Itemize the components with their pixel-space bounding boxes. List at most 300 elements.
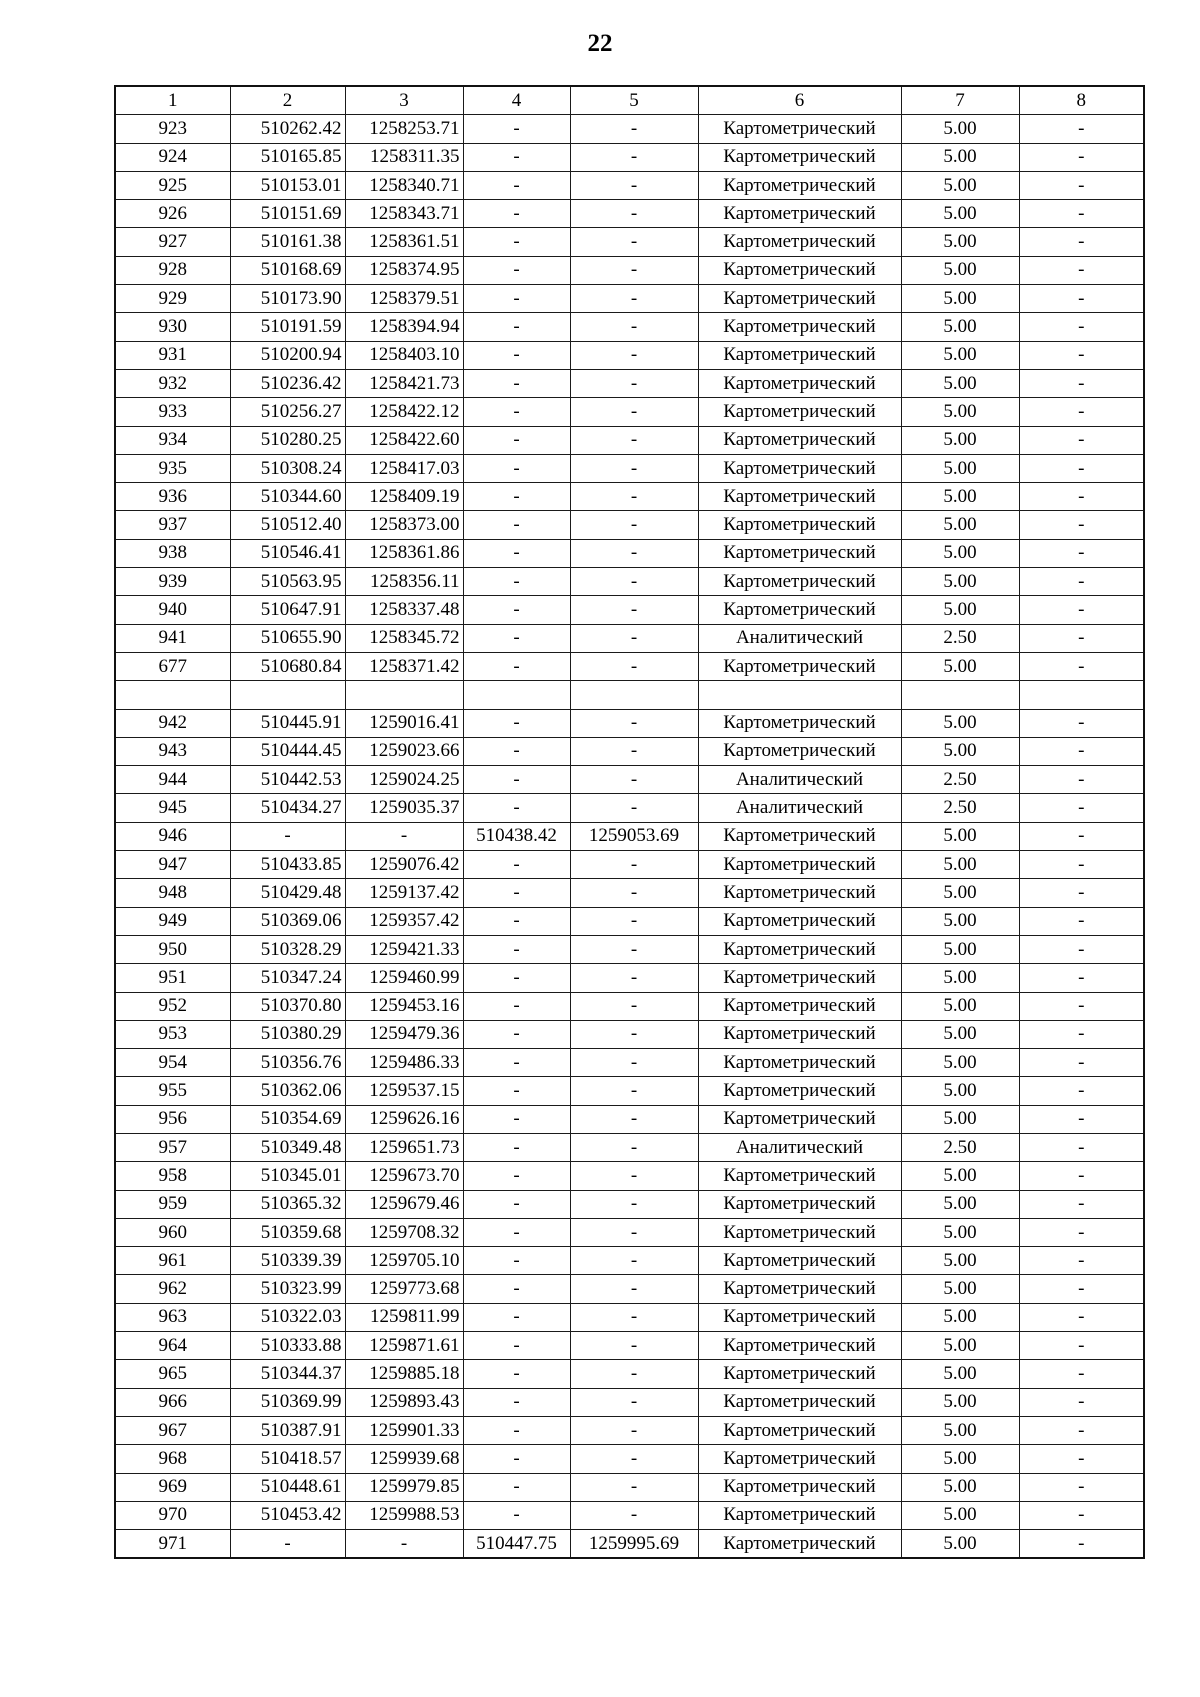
table-cell: 923 bbox=[115, 115, 230, 143]
table-cell: - bbox=[570, 568, 698, 596]
page-number: 22 bbox=[587, 30, 613, 57]
table-cell: - bbox=[570, 1332, 698, 1360]
table-row bbox=[115, 1105, 1144, 1133]
table-cell: - bbox=[463, 1162, 570, 1190]
table-row bbox=[115, 1530, 1144, 1559]
table-cell: 5.00 bbox=[901, 907, 1019, 935]
table-cell: - bbox=[463, 1332, 570, 1360]
table-cell: Картометрический bbox=[698, 709, 901, 737]
table-cell: 2.50 bbox=[901, 1133, 1019, 1161]
table-cell: - bbox=[1019, 228, 1144, 256]
table-row bbox=[115, 652, 1144, 680]
table-cell: 5.00 bbox=[901, 171, 1019, 199]
table-cell: - bbox=[570, 1388, 698, 1416]
table-cell: 959 bbox=[115, 1190, 230, 1218]
table-cell bbox=[230, 681, 345, 709]
table-cell: - bbox=[463, 285, 570, 313]
table-cell: 510191.59 bbox=[230, 313, 345, 341]
table-cell: - bbox=[463, 369, 570, 397]
table-cell: 964 bbox=[115, 1332, 230, 1360]
table-cell: 1259024.25 bbox=[345, 766, 463, 794]
table-cell: - bbox=[463, 1501, 570, 1529]
table-cell: Картометрический bbox=[698, 1332, 901, 1360]
table-cell: - bbox=[463, 143, 570, 171]
table-cell: 510356.76 bbox=[230, 1049, 345, 1077]
table-cell: 944 bbox=[115, 766, 230, 794]
table-cell: 5.00 bbox=[901, 709, 1019, 737]
table-cell: - bbox=[570, 879, 698, 907]
table-cell: - bbox=[1019, 907, 1144, 935]
table-cell: 928 bbox=[115, 256, 230, 284]
table-cell: 937 bbox=[115, 511, 230, 539]
table-cell: - bbox=[570, 1303, 698, 1331]
table-cell: - bbox=[1019, 935, 1144, 963]
table-cell: - bbox=[570, 369, 698, 397]
table-cell: 1259137.42 bbox=[345, 879, 463, 907]
table-cell: 1259901.33 bbox=[345, 1416, 463, 1444]
table-cell: Аналитический bbox=[698, 794, 901, 822]
table-cell: 5.00 bbox=[901, 1275, 1019, 1303]
table-cell: - bbox=[570, 171, 698, 199]
table-cell: Картометрический bbox=[698, 1416, 901, 1444]
table-cell: 510333.88 bbox=[230, 1332, 345, 1360]
table-cell: Картометрический bbox=[698, 1275, 901, 1303]
table-cell: 5.00 bbox=[901, 652, 1019, 680]
table-cell: 510453.42 bbox=[230, 1501, 345, 1529]
table-cell: 1258373.00 bbox=[345, 511, 463, 539]
table-cell: - bbox=[463, 200, 570, 228]
table-cell: 510647.91 bbox=[230, 596, 345, 624]
table-cell: 1258421.73 bbox=[345, 369, 463, 397]
table-cell: - bbox=[570, 1445, 698, 1473]
table-cell: - bbox=[1019, 1275, 1144, 1303]
table-row bbox=[115, 539, 1144, 567]
table-cell: 965 bbox=[115, 1360, 230, 1388]
table-cell: 510512.40 bbox=[230, 511, 345, 539]
table-cell: Картометрический bbox=[698, 822, 901, 850]
table-cell: 930 bbox=[115, 313, 230, 341]
table-cell: - bbox=[570, 1162, 698, 1190]
table-header-row bbox=[115, 86, 1144, 115]
table-row bbox=[115, 143, 1144, 171]
table-cell: - bbox=[1019, 794, 1144, 822]
table-row bbox=[115, 1473, 1144, 1501]
table-cell: - bbox=[230, 822, 345, 850]
table-cell: - bbox=[570, 256, 698, 284]
table-cell: 510448.61 bbox=[230, 1473, 345, 1501]
table-cell: - bbox=[1019, 341, 1144, 369]
table-cell: 5.00 bbox=[901, 1501, 1019, 1529]
table-cell: 1258340.71 bbox=[345, 171, 463, 199]
table-cell: 510380.29 bbox=[230, 1020, 345, 1048]
table-cell: - bbox=[570, 794, 698, 822]
table-cell: 968 bbox=[115, 1445, 230, 1473]
table-cell: 947 bbox=[115, 851, 230, 879]
table-cell: 510153.01 bbox=[230, 171, 345, 199]
table-cell: - bbox=[570, 907, 698, 935]
table-cell: - bbox=[463, 1020, 570, 1048]
table-cell: 5.00 bbox=[901, 143, 1019, 171]
table-cell: - bbox=[570, 709, 698, 737]
table-cell: 1259995.69 bbox=[570, 1530, 698, 1559]
table-cell: 510344.60 bbox=[230, 483, 345, 511]
table-cell: - bbox=[1019, 143, 1144, 171]
table-cell: 942 bbox=[115, 709, 230, 737]
column-header: 8 bbox=[1019, 86, 1144, 115]
table-cell: 510168.69 bbox=[230, 256, 345, 284]
table-cell: - bbox=[463, 1416, 570, 1444]
table-row bbox=[115, 1162, 1144, 1190]
table-cell: - bbox=[463, 935, 570, 963]
table-cell: 958 bbox=[115, 1162, 230, 1190]
table-cell: - bbox=[570, 143, 698, 171]
column-header: 5 bbox=[570, 86, 698, 115]
table-cell: - bbox=[570, 1247, 698, 1275]
table-cell: 5.00 bbox=[901, 256, 1019, 284]
table-cell: 1258417.03 bbox=[345, 454, 463, 482]
table-cell: Аналитический bbox=[698, 624, 901, 652]
table-row bbox=[115, 313, 1144, 341]
table-cell: - bbox=[1019, 1303, 1144, 1331]
table-row bbox=[115, 483, 1144, 511]
table-cell: Картометрический bbox=[698, 907, 901, 935]
table-cell: Картометрический bbox=[698, 539, 901, 567]
table-cell bbox=[698, 681, 901, 709]
table-cell: 5.00 bbox=[901, 1020, 1019, 1048]
table-row bbox=[115, 1247, 1144, 1275]
table-cell: - bbox=[463, 1077, 570, 1105]
table-row bbox=[115, 256, 1144, 284]
table-cell: 1258356.11 bbox=[345, 568, 463, 596]
table-cell: 1259357.42 bbox=[345, 907, 463, 935]
table-row bbox=[115, 285, 1144, 313]
table-cell: - bbox=[570, 992, 698, 1020]
table-cell: 1259016.41 bbox=[345, 709, 463, 737]
table-cell: 510354.69 bbox=[230, 1105, 345, 1133]
table-row bbox=[115, 1416, 1144, 1444]
table-cell: Картометрический bbox=[698, 369, 901, 397]
table-cell: 510323.99 bbox=[230, 1275, 345, 1303]
table-cell: 1259893.43 bbox=[345, 1388, 463, 1416]
table-cell: 510369.99 bbox=[230, 1388, 345, 1416]
table-cell: 946 bbox=[115, 822, 230, 850]
table-cell: - bbox=[463, 851, 570, 879]
column-header: 6 bbox=[698, 86, 901, 115]
table-cell: 1259885.18 bbox=[345, 1360, 463, 1388]
table-cell: 5.00 bbox=[901, 1445, 1019, 1473]
table-cell: - bbox=[463, 1388, 570, 1416]
table-row bbox=[115, 1501, 1144, 1529]
table-cell: 5.00 bbox=[901, 1388, 1019, 1416]
table-cell: - bbox=[1019, 483, 1144, 511]
table-cell: 510151.69 bbox=[230, 200, 345, 228]
table-cell: - bbox=[1019, 1105, 1144, 1133]
table-row bbox=[115, 851, 1144, 879]
table-row bbox=[115, 511, 1144, 539]
table-cell: - bbox=[1019, 1247, 1144, 1275]
table-cell: 510434.27 bbox=[230, 794, 345, 822]
table-cell: - bbox=[463, 907, 570, 935]
table-cell: - bbox=[1019, 822, 1144, 850]
table-cell: 925 bbox=[115, 171, 230, 199]
table-cell: - bbox=[463, 483, 570, 511]
table-cell: 1259035.37 bbox=[345, 794, 463, 822]
table-cell: - bbox=[1019, 171, 1144, 199]
table-cell: 5.00 bbox=[901, 539, 1019, 567]
table-cell: 1258345.72 bbox=[345, 624, 463, 652]
table-cell: Картометрический bbox=[698, 1218, 901, 1246]
table-cell: - bbox=[463, 426, 570, 454]
table-cell: - bbox=[570, 935, 698, 963]
table-cell: 935 bbox=[115, 454, 230, 482]
table-cell: 1259708.32 bbox=[345, 1218, 463, 1246]
table-cell: - bbox=[463, 568, 570, 596]
table-cell: - bbox=[345, 1530, 463, 1559]
table-cell: 5.00 bbox=[901, 1105, 1019, 1133]
table-cell: 5.00 bbox=[901, 1162, 1019, 1190]
table-cell: Аналитический bbox=[698, 766, 901, 794]
table-cell: 510322.03 bbox=[230, 1303, 345, 1331]
table-cell: 966 bbox=[115, 1388, 230, 1416]
table-cell: - bbox=[1019, 539, 1144, 567]
table-cell: - bbox=[463, 341, 570, 369]
table-cell: 510546.41 bbox=[230, 539, 345, 567]
table-cell: 924 bbox=[115, 143, 230, 171]
table-cell: 1259537.15 bbox=[345, 1077, 463, 1105]
table-cell: 5.00 bbox=[901, 285, 1019, 313]
table-cell: Картометрический bbox=[698, 1445, 901, 1473]
table-cell: 510262.42 bbox=[230, 115, 345, 143]
table-row bbox=[115, 1133, 1144, 1161]
table-cell: 510362.06 bbox=[230, 1077, 345, 1105]
table-cell: 510308.24 bbox=[230, 454, 345, 482]
table-cell: 5.00 bbox=[901, 1416, 1019, 1444]
table-cell: - bbox=[1019, 879, 1144, 907]
table-cell: - bbox=[463, 1360, 570, 1388]
table-cell: 949 bbox=[115, 907, 230, 935]
table-cell: - bbox=[570, 964, 698, 992]
table-cell: 510344.37 bbox=[230, 1360, 345, 1388]
table-cell: - bbox=[570, 1020, 698, 1048]
table-cell: 926 bbox=[115, 200, 230, 228]
table-row bbox=[115, 1020, 1144, 1048]
table-cell: 1258379.51 bbox=[345, 285, 463, 313]
table-cell: 2.50 bbox=[901, 794, 1019, 822]
table-cell: Картометрический bbox=[698, 1303, 901, 1331]
table-cell: Картометрический bbox=[698, 964, 901, 992]
table-cell: 1259651.73 bbox=[345, 1133, 463, 1161]
table-cell: - bbox=[463, 879, 570, 907]
table-cell: - bbox=[570, 1360, 698, 1388]
table-cell: - bbox=[570, 483, 698, 511]
table-cell: - bbox=[463, 624, 570, 652]
table-cell: 5.00 bbox=[901, 879, 1019, 907]
table-cell: 1258394.94 bbox=[345, 313, 463, 341]
table-cell: 1259673.70 bbox=[345, 1162, 463, 1190]
table-cell: Картометрический bbox=[698, 1360, 901, 1388]
table-cell: 951 bbox=[115, 964, 230, 992]
table-cell: - bbox=[570, 1133, 698, 1161]
table-cell: - bbox=[570, 737, 698, 765]
table-cell: Картометрический bbox=[698, 115, 901, 143]
table-cell: - bbox=[463, 1247, 570, 1275]
table-cell: 1258253.71 bbox=[345, 115, 463, 143]
table-cell: - bbox=[1019, 652, 1144, 680]
table-row bbox=[115, 1077, 1144, 1105]
table-cell: 510347.24 bbox=[230, 964, 345, 992]
table-cell: - bbox=[1019, 568, 1144, 596]
table-cell: Картометрический bbox=[698, 1473, 901, 1501]
table-cell: Картометрический bbox=[698, 285, 901, 313]
table-row bbox=[115, 1332, 1144, 1360]
table-cell: - bbox=[570, 1473, 698, 1501]
table-cell: 927 bbox=[115, 228, 230, 256]
table-cell: 970 bbox=[115, 1501, 230, 1529]
table-cell: Картометрический bbox=[698, 1530, 901, 1559]
table-cell: 1259076.42 bbox=[345, 851, 463, 879]
table-cell: 934 bbox=[115, 426, 230, 454]
table-cell: 1259626.16 bbox=[345, 1105, 463, 1133]
table-row bbox=[115, 879, 1144, 907]
table-cell: 5.00 bbox=[901, 369, 1019, 397]
table-cell: 510173.90 bbox=[230, 285, 345, 313]
table-cell: 5.00 bbox=[901, 426, 1019, 454]
table-cell: Картометрический bbox=[698, 1020, 901, 1048]
table-cell: - bbox=[1019, 454, 1144, 482]
table-cell: - bbox=[570, 1501, 698, 1529]
table-row bbox=[115, 200, 1144, 228]
table-cell: Картометрический bbox=[698, 596, 901, 624]
table-row bbox=[115, 794, 1144, 822]
table-row bbox=[115, 1218, 1144, 1246]
table-row bbox=[115, 624, 1144, 652]
table-body bbox=[115, 115, 1144, 1559]
table-cell: 5.00 bbox=[901, 200, 1019, 228]
table-cell: 969 bbox=[115, 1473, 230, 1501]
table-cell: Картометрический bbox=[698, 568, 901, 596]
table-cell: 5.00 bbox=[901, 341, 1019, 369]
table-row bbox=[115, 935, 1144, 963]
table-row bbox=[115, 568, 1144, 596]
table-cell: - bbox=[463, 1105, 570, 1133]
table-cell: 1259939.68 bbox=[345, 1445, 463, 1473]
table-cell: - bbox=[570, 766, 698, 794]
table-cell: - bbox=[570, 454, 698, 482]
table-cell: - bbox=[463, 1133, 570, 1161]
table-cell: 510433.85 bbox=[230, 851, 345, 879]
table-cell: - bbox=[570, 1049, 698, 1077]
table-cell: 5.00 bbox=[901, 737, 1019, 765]
table-row bbox=[115, 822, 1144, 850]
table-cell: - bbox=[1019, 1530, 1144, 1559]
column-header: 3 bbox=[345, 86, 463, 115]
table-row bbox=[115, 171, 1144, 199]
table-cell: - bbox=[1019, 1501, 1144, 1529]
table-cell: 936 bbox=[115, 483, 230, 511]
table-cell: 510445.91 bbox=[230, 709, 345, 737]
table-cell: Картометрический bbox=[698, 483, 901, 511]
table-cell: - bbox=[570, 1416, 698, 1444]
table-cell: 510165.85 bbox=[230, 143, 345, 171]
table-cell: Картометрический bbox=[698, 454, 901, 482]
table-cell: Картометрический bbox=[698, 1247, 901, 1275]
table-row bbox=[115, 115, 1144, 143]
table-cell: Картометрический bbox=[698, 1162, 901, 1190]
table-cell bbox=[1019, 681, 1144, 709]
table-cell: - bbox=[1019, 1020, 1144, 1048]
table-cell: - bbox=[463, 709, 570, 737]
table-cell: 510161.38 bbox=[230, 228, 345, 256]
table-cell: 5.00 bbox=[901, 115, 1019, 143]
table-row bbox=[115, 1049, 1144, 1077]
table-row bbox=[115, 737, 1144, 765]
table-cell: - bbox=[1019, 398, 1144, 426]
table-cell: 1259979.85 bbox=[345, 1473, 463, 1501]
table-cell: - bbox=[570, 511, 698, 539]
table-cell: - bbox=[1019, 709, 1144, 737]
table-cell: - bbox=[570, 341, 698, 369]
table-cell: 929 bbox=[115, 285, 230, 313]
table-row bbox=[115, 681, 1144, 709]
table-cell: 938 bbox=[115, 539, 230, 567]
table-cell: 5.00 bbox=[901, 568, 1019, 596]
table-cell: 5.00 bbox=[901, 313, 1019, 341]
table-cell: 1258409.19 bbox=[345, 483, 463, 511]
table-cell: 510447.75 bbox=[463, 1530, 570, 1559]
table-row bbox=[115, 766, 1144, 794]
table-cell: - bbox=[463, 596, 570, 624]
table-cell: 510280.25 bbox=[230, 426, 345, 454]
table-cell: - bbox=[463, 171, 570, 199]
table-cell: 940 bbox=[115, 596, 230, 624]
table-cell: - bbox=[570, 1218, 698, 1246]
table-cell: 963 bbox=[115, 1303, 230, 1331]
table-cell: - bbox=[570, 596, 698, 624]
table-cell: 1259679.46 bbox=[345, 1190, 463, 1218]
table-cell: - bbox=[1019, 1473, 1144, 1501]
table-cell: - bbox=[1019, 426, 1144, 454]
table-cell: 1258361.86 bbox=[345, 539, 463, 567]
table-cell: 950 bbox=[115, 935, 230, 963]
table-cell: 967 bbox=[115, 1416, 230, 1444]
table-cell bbox=[901, 681, 1019, 709]
table-cell: - bbox=[1019, 369, 1144, 397]
table-row bbox=[115, 369, 1144, 397]
table-cell: 5.00 bbox=[901, 851, 1019, 879]
table-cell: 5.00 bbox=[901, 992, 1019, 1020]
table-cell: 510365.32 bbox=[230, 1190, 345, 1218]
table-cell: - bbox=[1019, 766, 1144, 794]
table-cell: - bbox=[463, 115, 570, 143]
table-cell: Картометрический bbox=[698, 851, 901, 879]
table-cell: - bbox=[1019, 1049, 1144, 1077]
table-cell: - bbox=[463, 1049, 570, 1077]
table-cell bbox=[463, 681, 570, 709]
table-cell: 1258422.12 bbox=[345, 398, 463, 426]
table-cell: - bbox=[1019, 115, 1144, 143]
table-cell: 933 bbox=[115, 398, 230, 426]
table-cell: 510418.57 bbox=[230, 1445, 345, 1473]
table-cell: 5.00 bbox=[901, 398, 1019, 426]
table-cell: - bbox=[1019, 737, 1144, 765]
table-cell: 1259486.33 bbox=[345, 1049, 463, 1077]
table-cell: - bbox=[1019, 200, 1144, 228]
table-row bbox=[115, 426, 1144, 454]
table-cell: - bbox=[570, 200, 698, 228]
table-cell: 955 bbox=[115, 1077, 230, 1105]
table-cell: Картометрический bbox=[698, 313, 901, 341]
table-cell: 1258361.51 bbox=[345, 228, 463, 256]
